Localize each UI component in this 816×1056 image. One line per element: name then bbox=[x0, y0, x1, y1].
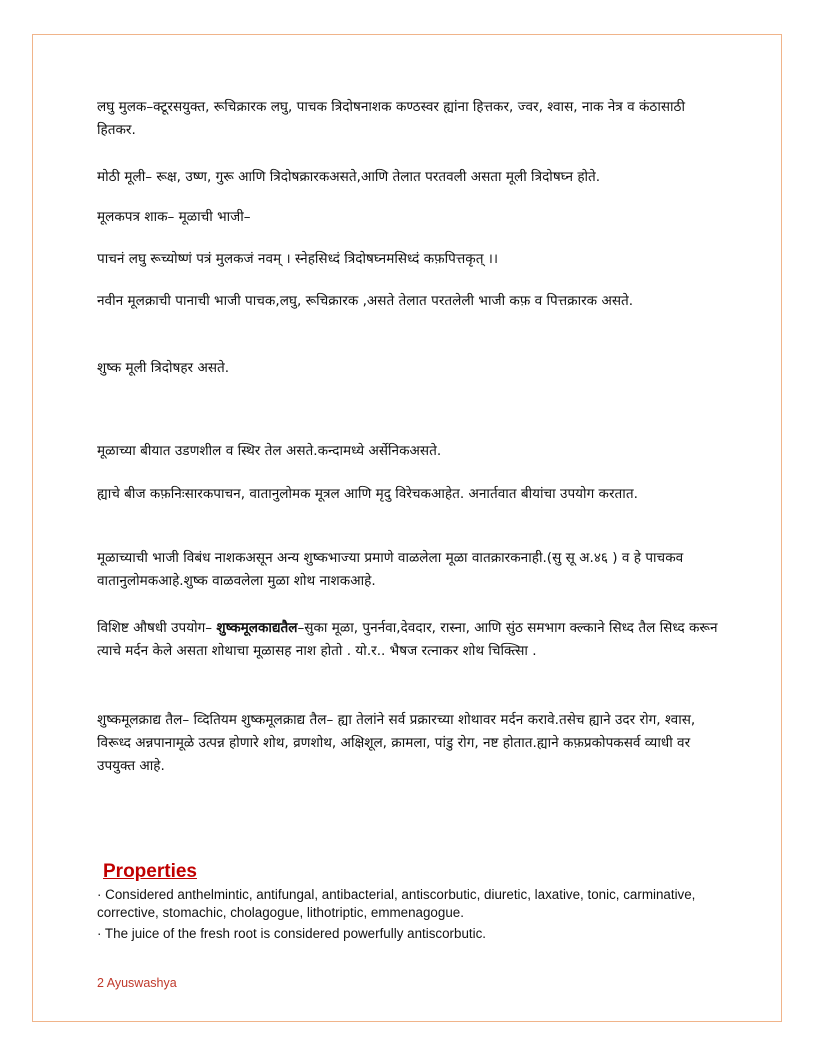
properties-line-2: · The juice of the fresh root is considered powerfully antiscorbutic. bbox=[97, 926, 487, 941]
page-footer: 2 Ayuswashya bbox=[97, 976, 177, 990]
paragraph-beej-tel: मूळाच्या बीयात उडणशील व स्थिर तेल असते.कन्दामध्ये अर्सेनिकअसते. bbox=[97, 443, 442, 459]
paragraph-navin-mulak: नवीन मूलक्राची पानाची भाजी पाचक,लघु, रूचिक्रारक ,असते तेलात परतलेली भाजी कफ़ व पित्तक्रारक असते. bbox=[97, 293, 634, 309]
paragraph-mulakpatra-heading: मूलकपत्र शाक– मूळाची भाजी– bbox=[97, 209, 251, 225]
vishisht-description: –सुका मूळा, पुनर्नवा,देवदार, रास्ना, आणि सुंठ समभाग क्ल्काने सिध्द तैल सिध्द करून त्याचे मर्दन केले असता शोथाचा मूळासह नाश होतो . यो.र.. भैषज रत्नाकर शोथ चिक्त्सिा . bbox=[97, 620, 718, 659]
shushkamulakadya-tail-bold: शुष्कमूलकाद्यतैल bbox=[216, 620, 298, 636]
paragraph-mothi-muli: मोठी मूली– रूक्ष, उष्ण, गुरू आणि त्रिदोषक्रारकअसते,आणि तेलात परतवली असता मूली त्रिदोषघ्न होते. bbox=[97, 169, 601, 185]
paragraph-shloka: पाचनं लघु रूच्योष्णं पत्रं मुलकजं नवम् । स्नेहसिध्दं त्रिदोषघ्नमसिध्दं कफ़पित्तकृत् ।। bbox=[97, 251, 499, 267]
paragraph-laghu-mulak: लघु मुलक–क्टूरसयुक्त, रूचिक्रारक लघु, पाचक त्रिदोषनाशक कण्ठस्वर ह्यांना हित्तकर, ज्वर, श्वास, नाक नेत्र व कंठासाठी हितकर. bbox=[97, 99, 685, 138]
properties-heading: Properties bbox=[103, 861, 197, 882]
paragraph-vishisht-upayog bbox=[97, 617, 722, 663]
paragraph-dwitiyam-tail: शुष्कमूलक्राद्य तैल– व्दितियम शुष्कमूलक्राद्य तैल– ह्या तेलांने सर्व प्रक्रारच्या शोथावर मर्दन करावे.तसेच ह्याने उदर रोग, श्वास, विरूध्द अन्नपानामूळे उत्पन्न होणारे शोथ, व्रणशोथ, अक्षिशूल, क्रामला, पांडु रोग, नष्ट होतात.ह्याने कफ़प्रकोपकसर्व व्याधी वर उपयुक्त आहे. bbox=[97, 712, 696, 774]
vishisht-label: विशिष्ट औषधी उपयोग– bbox=[97, 620, 217, 636]
paragraph-beej-upayog: ह्याचे बीज कफ़निःसारकपाचन, वातानुलोमक मूत्रल आणि मृदु विरेचकआहेत. अनार्तवात बीयांचा उपयोग करतात. bbox=[97, 486, 638, 502]
paragraph-bhaji-vibandh: मूळाच्याची भाजी विबंध नाशकअसून अन्य शुष्कभाज्या प्रमाणे वाळलेला मूळा वातक्रारकनाही.(सु सू अ.४६ ) व हे पाचकव वातानुलोमकआहे.शुष्क वाळवलेला मुळा शोथ नाशकआहे. bbox=[97, 550, 684, 589]
paragraph-shushka-muli: शुष्क मूली त्रिदोषहर असते. bbox=[97, 360, 230, 376]
properties-line-1: · Considered anthelmintic, antifungal, antibacterial, antiscorbutic, diuretic, laxative, tonic, carminative, corrective, stomachic, cholagogue, lithotriptic, emmenagogue. bbox=[97, 887, 696, 920]
